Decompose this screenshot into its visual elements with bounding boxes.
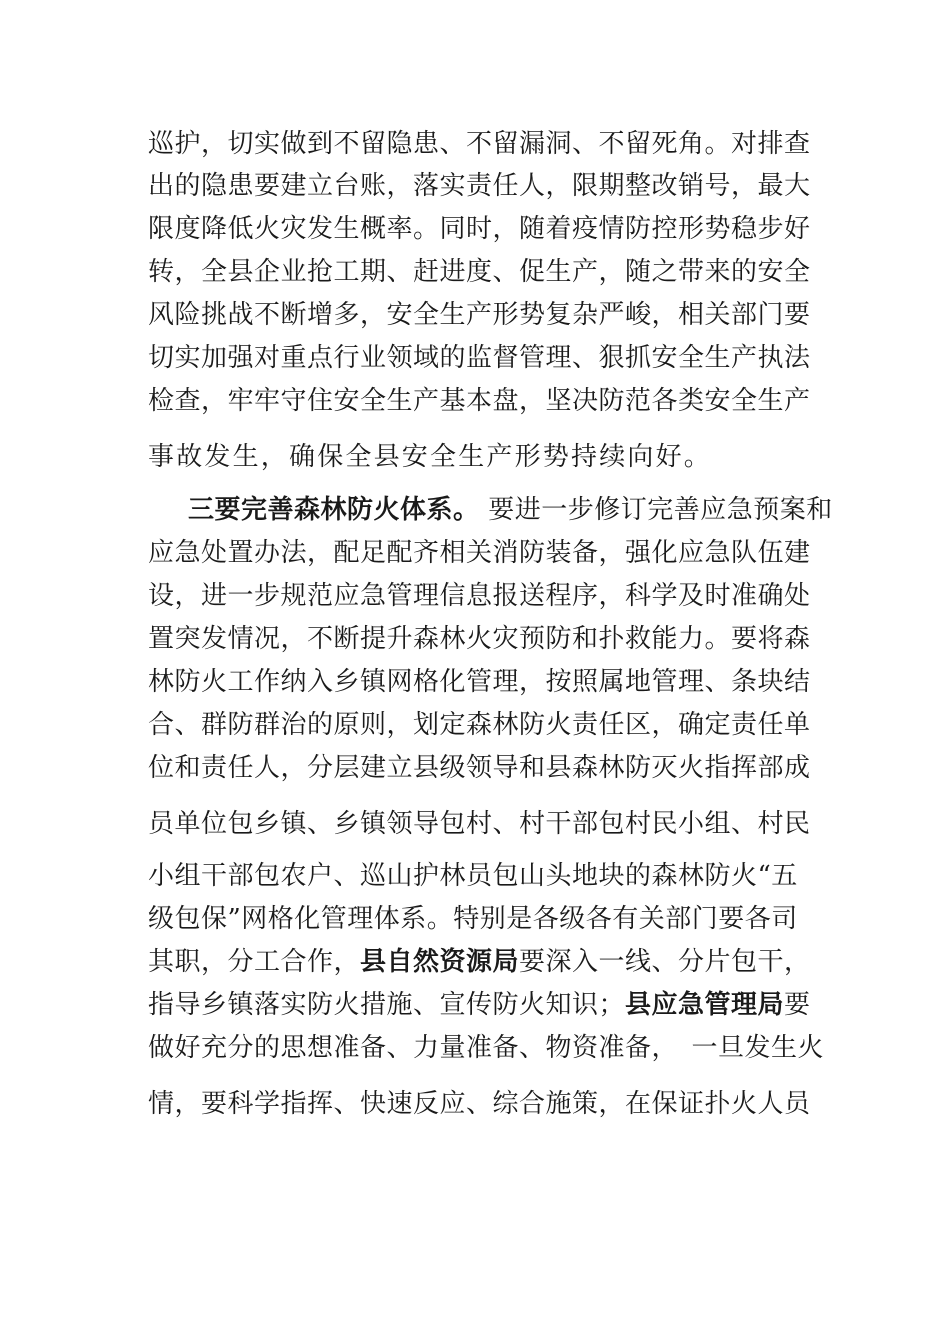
p2-line-12 — [148, 985, 811, 1025]
p2-line-3: 设，进一步规范应急管理信息报送程序，科学及时准确处 — [148, 581, 811, 611]
section-heading: 三要完善森林防火体系。 — [188, 495, 480, 525]
p2-line-2: 应急处置办法，配足配齐相关消防装备，强化应急队伍建 — [148, 538, 811, 568]
p2-line-1 — [148, 490, 833, 530]
org-natural-resources: 县自然资源局 — [360, 947, 520, 977]
p2-line-11 — [148, 942, 811, 982]
p1-line-2: 出的隐患要建立台账，落实责任人，限期整改销号，最大 — [148, 171, 811, 201]
p2-line-12-a: 指导乡镇落实防火措施、宣传防火知识； — [148, 990, 626, 1020]
p1-line-1: 巡护，切实做到不留隐患、不留漏洞、不留死角。对排查 — [148, 129, 811, 159]
p2-line-11-a: 其职，分工合作， — [148, 947, 361, 977]
org-emergency-management: 县应急管理局 — [625, 990, 785, 1020]
p2-line-9: 小组干部包农户、巡山护林员包山头地块的森林防火“五 — [148, 861, 798, 891]
p2-line-1-text: 要进一步修订完善应急预案和 — [488, 495, 833, 525]
p1-line-6: 切实加强对重点行业领域的监督管理、狠抓安全生产执法 — [148, 343, 811, 373]
p1-line-4: 转，全县企业抢工期、赶进度、促生产，随之带来的安全 — [148, 257, 811, 287]
p2-line-8: 员单位包乡镇、乡镇领导包村、村干部包村民小组、村民 — [148, 809, 811, 839]
p1-line-8: 事故发生，确保全县安全生产形势持续向好。 — [148, 442, 713, 472]
p2-line-11-b: 要深入一线、分片包干， — [519, 947, 811, 977]
p2-line-10: 级包保”网格化管理体系。特别是各级各有关部门要各司 — [148, 904, 798, 934]
p2-line-7: 位和责任人，分层建立县级领导和县森林防灭火指挥部成 — [148, 753, 811, 783]
p2-line-5: 林防火工作纳入乡镇网格化管理，按照属地管理、条块结 — [148, 667, 811, 697]
p2-line-14: 情，要科学指挥、快速反应、综合施策，在保证扑火人员 — [148, 1089, 811, 1119]
p2-line-4: 置突发情况，不断提升森林火灾预防和扑救能力。要将森 — [148, 624, 811, 654]
p1-line-5: 风险挑战不断增多，安全生产形势复杂严峻，相关部门要 — [148, 300, 811, 330]
p1-line-3: 限度降低火灾发生概率。同时，随着疫情防控形势稳步好 — [148, 214, 811, 244]
p2-line-13: 做好充分的思想准备、力量准备、物资准备， 一旦发生火 — [148, 1033, 825, 1063]
p2-line-12-b: 要 — [784, 990, 811, 1020]
p2-line-6: 合、群防群治的原则，划定森林防火责任区，确定责任单 — [148, 710, 811, 740]
p1-line-7: 检查，牢牢守住安全生产基本盘，坚决防范各类安全生产 — [148, 386, 811, 416]
